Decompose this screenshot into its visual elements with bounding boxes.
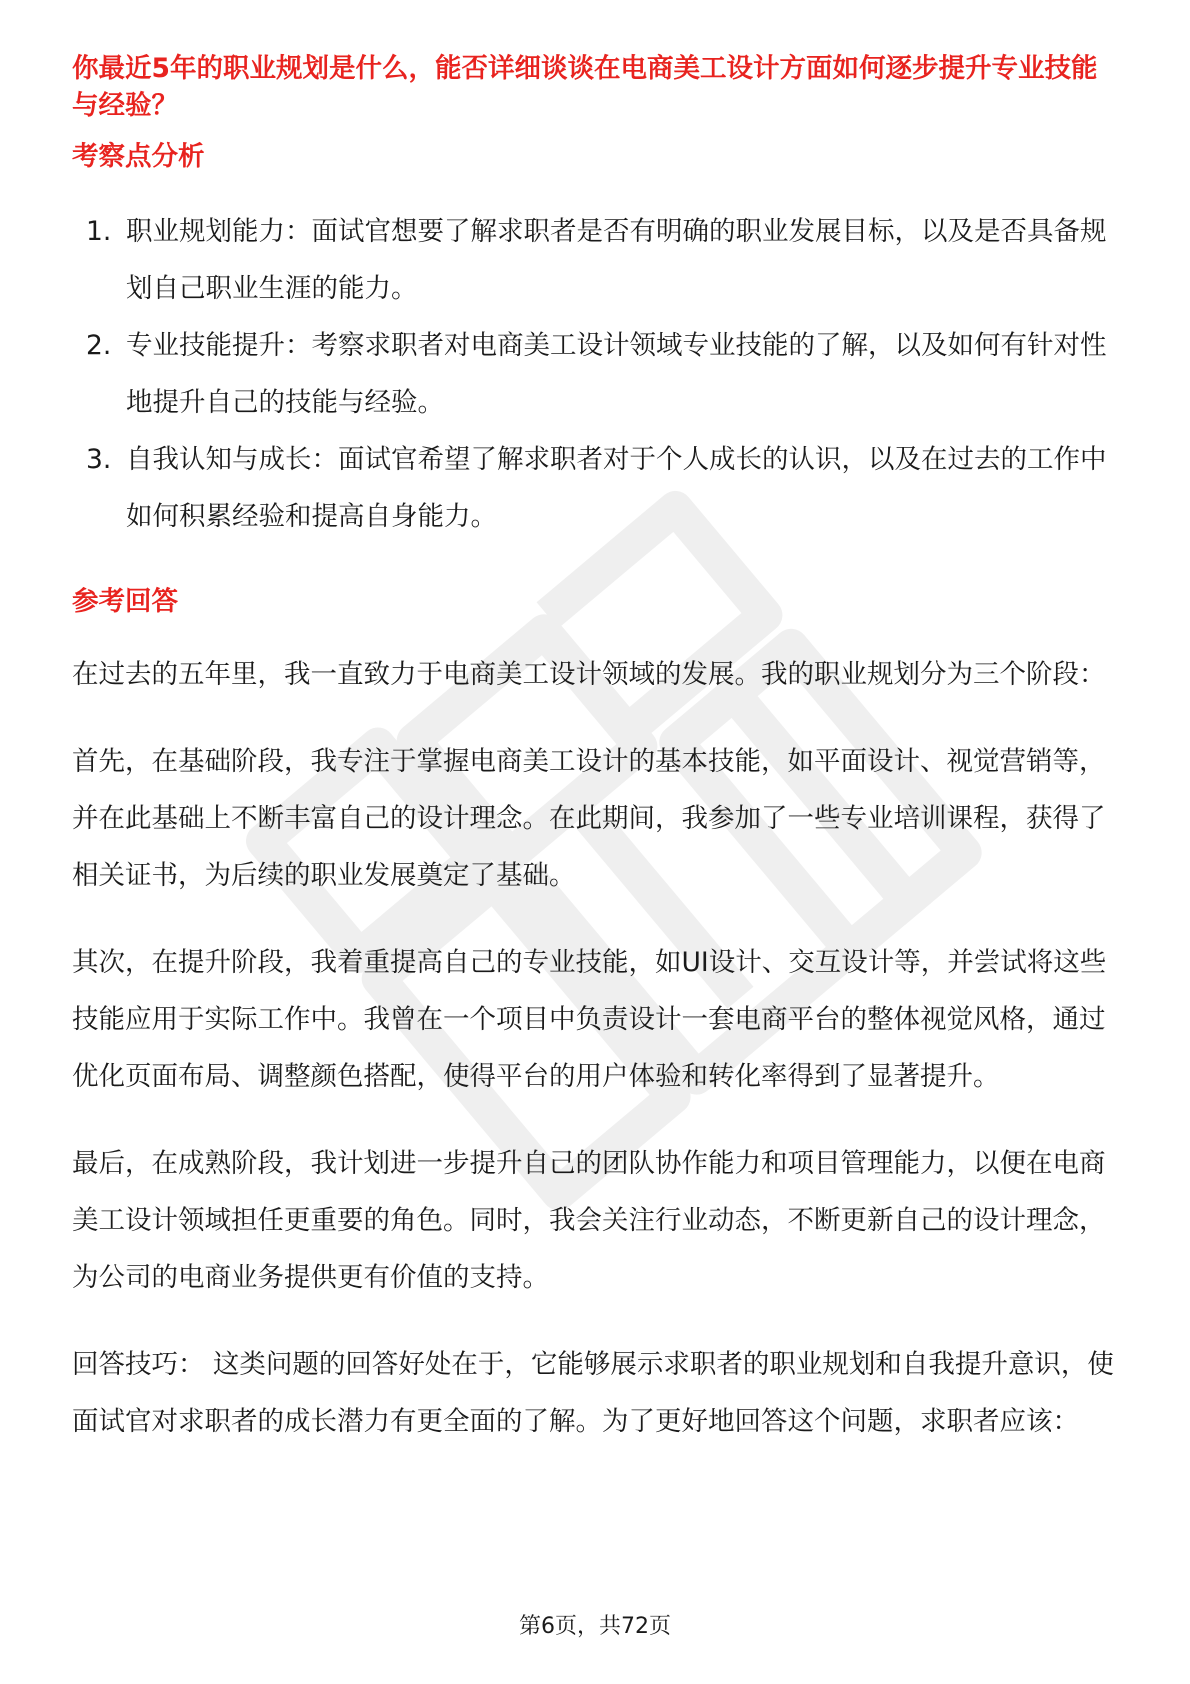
list-item-text: 职业规划能力：面试官想要了解求职者是否有明确的职业发展目标，以及是否具备规划自己职业生涯的能力。 (126, 216, 1107, 304)
list-item (72, 203, 1120, 317)
answer-paragraph: 首先，在基础阶段，我专注于掌握电商美工设计的基本技能，如平面设计、视觉营销等，并在此基础上不断丰富自己的设计理念。在此期间，我参加了一些专业培训课程，获得了相关证书，为后续的职业发展奠定了基础。 (72, 746, 1106, 891)
answer-paragraph: 其次，在提升阶段，我着重提高自己的专业技能，如UI设计、交互设计等，并尝试将这些技能应用于实际工作中。我曾在一个项目中负责设计一套电商平台的整体视觉风格，通过优化页面布局、调整颜色搭配，使得平台的用户体验和转化率得到了显著提升。 (72, 947, 1107, 1092)
analysis-title: 考察点分析 (72, 141, 205, 172)
answer-paragraph: 最后，在成熟阶段，我计划进一步提升自己的团队协作能力和项目管理能力，以便在电商美工设计领域担任更重要的角色。同时，我会关注行业动态，不断更新自己的设计理念，为公司的电商业务提供更有价值的支持。 (72, 1148, 1106, 1293)
answer-paragraph: 在过去的五年里，我一直致力于电商美工设计领域的发展。我的职业规划分为三个阶段： (72, 659, 1106, 690)
list-item-text: 专业技能提升：考察求职者对电商美工设计领域专业技能的了解，以及如何有针对性地提升自己的技能与经验。 (126, 330, 1107, 418)
list-item-number: 1. (86, 216, 112, 247)
document-body (72, 50, 1120, 1450)
list-item-number: 2. (86, 330, 112, 361)
list-item (72, 317, 1120, 431)
analysis-points-list (72, 203, 1120, 545)
question-heading: 你最近5年的职业规划是什么，能否详细谈谈在电商美工设计方面如何逐步提升专业技能与经验？ (72, 53, 1098, 121)
answer-title: 参考回答 (72, 586, 178, 617)
list-item-text: 自我认知与成长：面试官希望了解求职者对于个人成长的认识，以及在过去的工作中如何积累经验和提高自身能力。 (126, 444, 1107, 532)
list-item (72, 431, 1120, 545)
list-item-number: 3. (86, 444, 112, 475)
page-number-footer: 第6页，共72页 (519, 1614, 671, 1639)
answer-tips-paragraph: 回答技巧： 这类问题的回答好处在于，它能够展示求职者的职业规划和自我提升意识，使面试官对求职者的成长潜力有更全面的了解。为了更好地回答这个问题，求职者应该： (72, 1349, 1114, 1437)
